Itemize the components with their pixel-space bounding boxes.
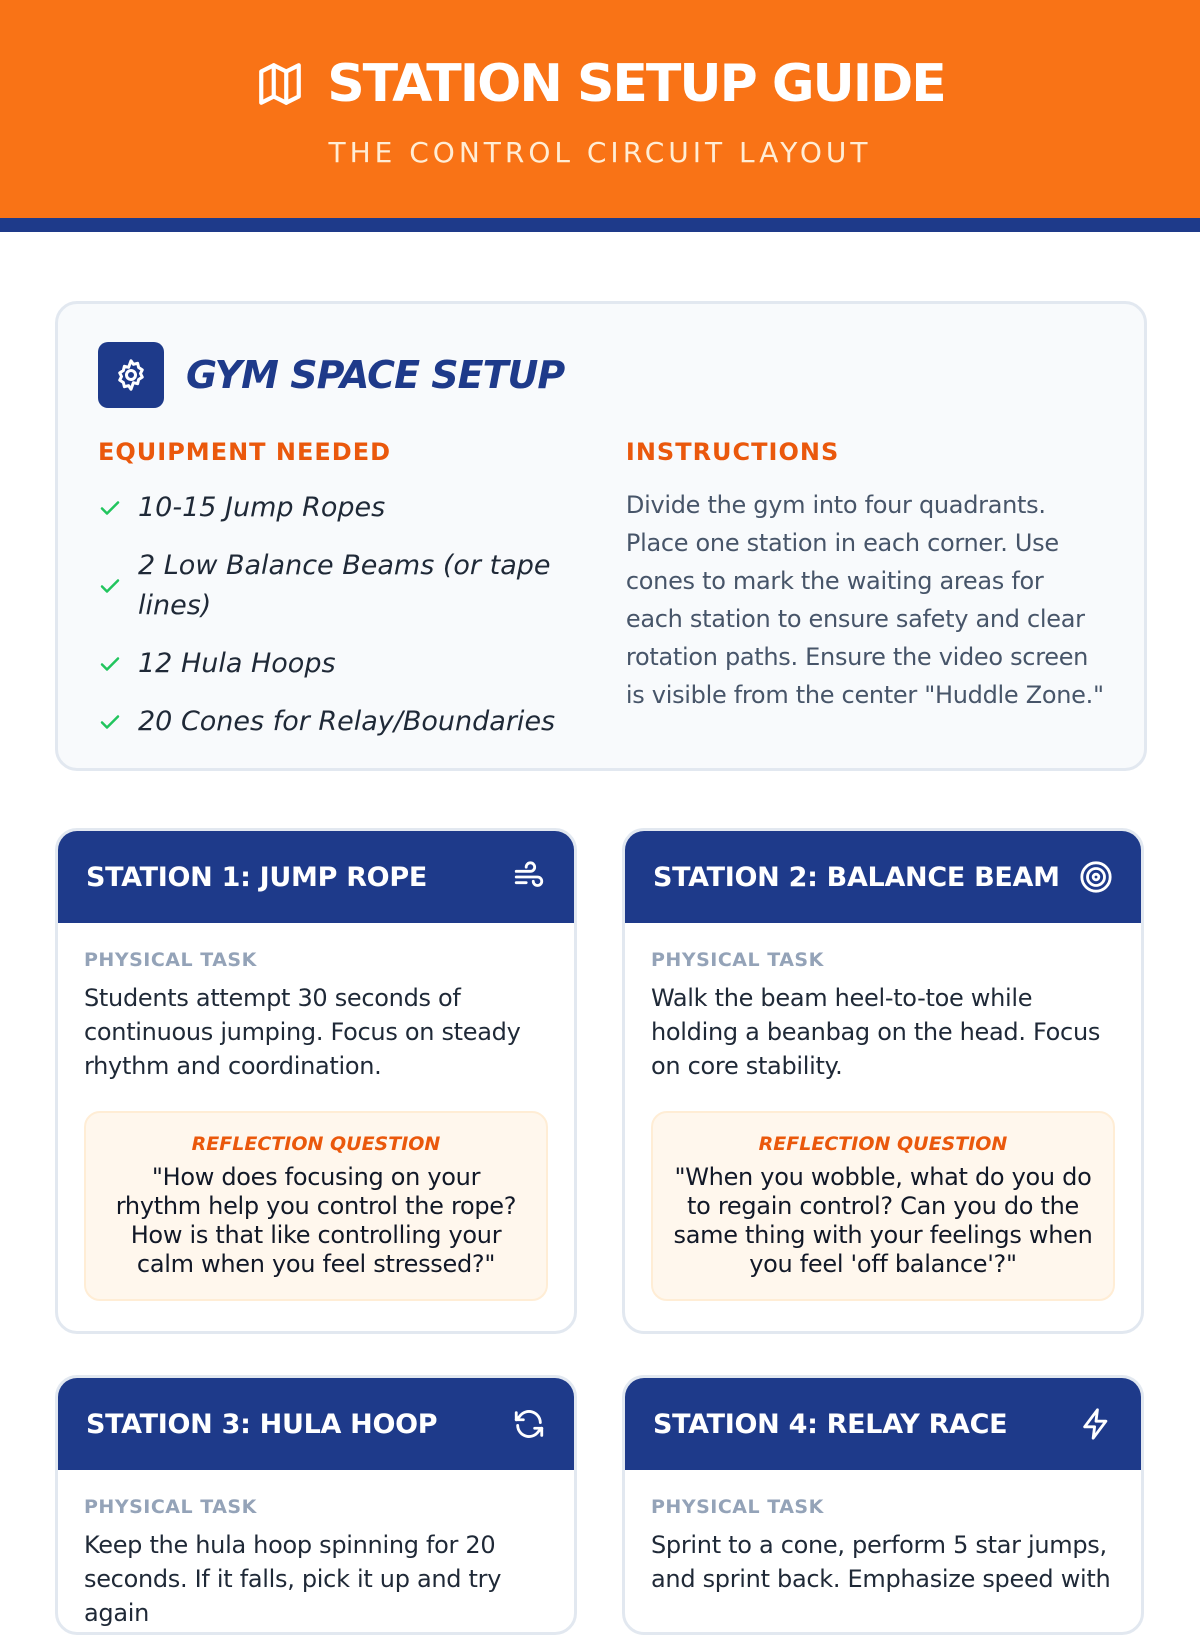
gym-setup-columns	[98, 438, 1104, 760]
map-icon	[255, 59, 305, 109]
task-text: Keep the hula hoop spinning for 20 seconds. If it falls, pick it up and try again	[84, 1531, 502, 1627]
station-body	[625, 1470, 1141, 1622]
gym-setup-title: GYM SPACE SETUP	[186, 353, 565, 397]
station-card-4	[622, 1375, 1144, 1635]
equipment-heading: EQUIPMENT NEEDED	[98, 438, 392, 466]
gear-icon	[98, 342, 164, 408]
header-title-row	[255, 54, 945, 114]
instructions-text: Divide the gym into four quadrants. Place one station in each corner. Use cones to mark the waiting areas for each station to ensure safety and clear rotation paths. Ensure the video screen is visible from the center "Huddle Zone."	[625, 491, 1104, 709]
check-icon	[98, 496, 138, 520]
reflection-text: "How does focusing on your rhythm help you control the rope? How is that like controlling your calm when you feel stressed?"	[115, 1163, 517, 1278]
refresh-icon	[512, 1407, 546, 1441]
page-header	[0, 0, 1200, 232]
lightning-icon	[1079, 1407, 1113, 1441]
gym-setup-card	[55, 301, 1147, 771]
task-text: Sprint to a cone, perform 5 star jumps, and sprint back. Emphasize speed with	[651, 1531, 1111, 1593]
reflection-text: "When you wobble, what do you do to regain control? Can you do the same thing with your feelings when you feel 'off balance'?"	[673, 1163, 1093, 1278]
station-title: STATION 3: HULA HOOP	[86, 1408, 438, 1440]
list-item	[98, 644, 626, 684]
station-card-3	[55, 1375, 577, 1635]
gym-setup-header	[98, 342, 1104, 408]
equipment-section	[98, 438, 626, 760]
station-title: STATION 4: RELAY RACE	[653, 1408, 1008, 1440]
list-item	[98, 702, 626, 742]
page-title: STATION SETUP GUIDE	[327, 53, 945, 114]
instructions-heading: INSTRUCTIONS	[625, 438, 840, 466]
reflection-label: REFLECTION QUESTION	[758, 1133, 1008, 1155]
station-card-2	[622, 828, 1144, 1334]
task-label: PHYSICAL TASK	[84, 1496, 257, 1518]
check-icon	[98, 652, 138, 676]
instructions-section	[626, 438, 1104, 760]
equipment-item: 2 Low Balance Beams (or tape lines)	[138, 550, 551, 621]
task-label: PHYSICAL TASK	[651, 949, 824, 971]
page-subtitle: THE CONTROL CIRCUIT LAYOUT	[328, 135, 872, 169]
wind-icon	[512, 860, 546, 894]
task-label: PHYSICAL TASK	[651, 1496, 824, 1518]
equipment-item: 20 Cones for Relay/Boundaries	[138, 706, 556, 737]
task-label: PHYSICAL TASK	[84, 949, 257, 971]
station-header	[625, 831, 1141, 923]
equipment-item: 12 Hula Hoops	[138, 648, 336, 679]
list-item	[98, 546, 626, 626]
station-header	[58, 831, 574, 923]
check-icon	[98, 710, 138, 734]
reflection-box	[84, 1111, 548, 1301]
station-header	[625, 1378, 1141, 1470]
station-title: STATION 1: JUMP ROPE	[86, 861, 427, 893]
station-title: STATION 2: BALANCE BEAM	[653, 861, 1060, 893]
station-body	[58, 1470, 574, 1635]
station-body	[58, 923, 574, 1327]
target-icon	[1079, 860, 1113, 894]
station-card-1	[55, 828, 577, 1334]
task-text: Walk the beam heel-to-toe while holding a beanbag on the head. Focus on core stability.	[651, 984, 1101, 1080]
check-icon	[98, 574, 138, 598]
equipment-item: 10-15 Jump Ropes	[138, 492, 386, 523]
task-text: Students attempt 30 seconds of continuous jumping. Focus on steady rhythm and coordination.	[84, 984, 521, 1080]
reflection-box	[651, 1111, 1115, 1301]
equipment-list	[98, 488, 626, 742]
reflection-label: REFLECTION QUESTION	[191, 1133, 441, 1155]
station-header	[58, 1378, 574, 1470]
list-item	[98, 488, 626, 528]
station-body	[625, 923, 1141, 1327]
